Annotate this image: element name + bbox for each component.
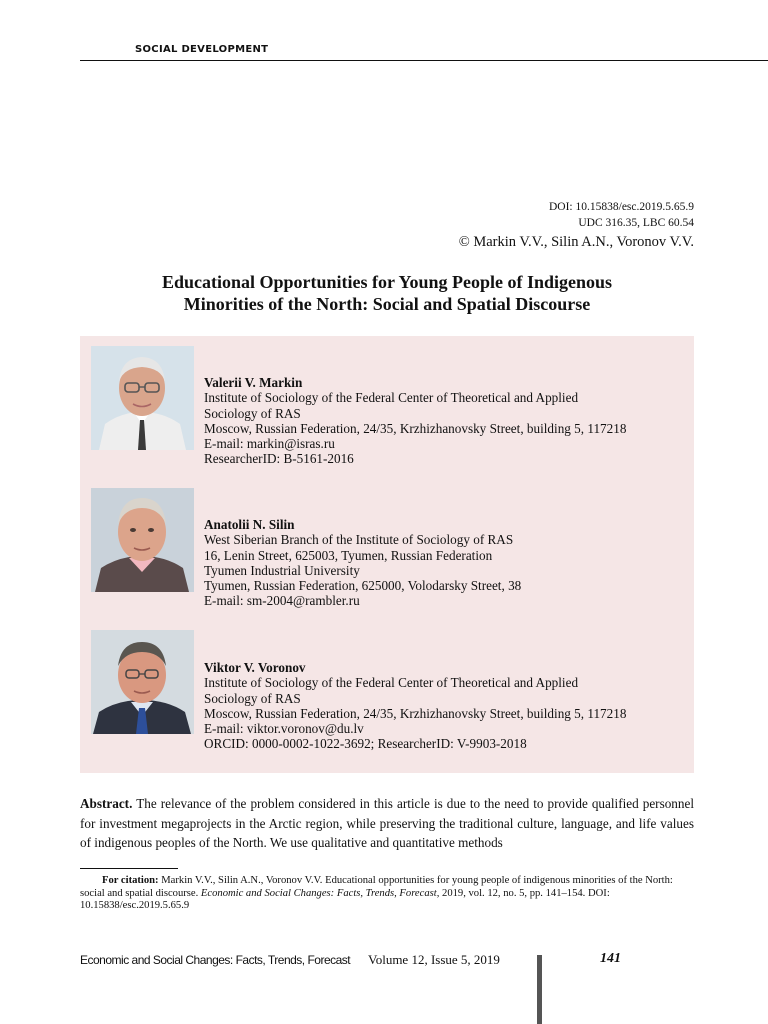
article-title	[80, 271, 694, 315]
author-address: 16, Lenin Street, 625003, Tyumen, Russian Federation	[204, 547, 493, 563]
author-name: Viktor V. Voronov	[204, 660, 306, 675]
author-address: Moscow, Russian Federation, 24/35, Krzhizhanovsky Street, building 5, 117218	[204, 420, 627, 436]
abstract-text: The relevance of the problem considered in this article is due to the need to provide qualified personnel for investment megaprojects in the Arctic region, while preserving the traditional culture, language, and life values of indigenous peoples of the North. We use qualitative and quantitative methods	[80, 796, 695, 850]
author-researcher-id: ResearcherID: B-5161-2016	[204, 451, 354, 467]
abstract	[80, 794, 694, 853]
footer-divider-bar	[537, 955, 542, 1024]
author-affiliation: Tyumen Industrial University	[204, 562, 360, 578]
page-number: 141	[600, 951, 621, 966]
title-line-2: Minorities of the North: Social and Spatial Discourse	[183, 294, 591, 314]
author-photo-voronov	[91, 630, 194, 734]
author-affiliation: Institute of Sociology of the Federal Center of Theoretical and Applied	[204, 390, 579, 406]
author-info-silin	[204, 517, 684, 609]
author-orcid: ORCID: 0000-0002-1022-3692; ResearcherID: V-9903-2018	[204, 736, 527, 752]
author-name: Valerii V. Markin	[204, 375, 303, 390]
author-info-markin	[204, 375, 684, 467]
author-email: E-mail: markin@isras.ru	[204, 436, 335, 452]
copyright: © Markin V.V., Silin A.N., Voronov V.V.	[458, 234, 694, 250]
header-rule	[80, 60, 768, 61]
section-label: SOCIAL DEVELOPMENT	[135, 44, 269, 55]
citation-label: For citation:	[102, 875, 159, 886]
citation-text: Markin V.V., Silin A.N., Voronov V.V. Educational opportunities for young people of indigenous minorities of the North: social and spatial discourse.	[80, 875, 673, 899]
abstract-label: Abstract.	[80, 796, 133, 811]
citation-details: 2019, vol. 12, no. 5, pp. 141–154.	[442, 887, 586, 899]
author-photo-markin	[91, 346, 194, 450]
citation-journal: Economic and Social Changes: Facts, Trends, Forecast,	[200, 887, 440, 899]
footer-volume: Volume 12, Issue 5, 2019	[368, 952, 500, 967]
doi: DOI: 10.15838/esc.2019.5.65.9	[548, 201, 694, 213]
author-name: Anatolii N. Silin	[204, 517, 295, 532]
title-line-1: Educational Opportunities for Young People of Indigenous	[161, 272, 613, 292]
citation	[80, 875, 696, 913]
footer-journal: Economic and Social Changes: Facts, Trends, Forecast	[80, 953, 351, 967]
author-affiliation: West Siberian Branch of the Institute of Sociology of RAS	[204, 532, 514, 548]
author-affiliation: Sociology of RAS	[204, 405, 301, 421]
udc: UDC 316.35, LBC 60.54	[578, 217, 694, 229]
author-email: E-mail: sm-2004@rambler.ru	[204, 593, 360, 609]
author-photo-silin	[91, 488, 194, 592]
author-info-voronov	[204, 660, 684, 752]
author-email: E-mail: viktor.voronov@du.lv	[204, 721, 364, 737]
author-address: Moscow, Russian Federation, 24/35, Krzhizhanovsky Street, building 5, 117218	[204, 705, 627, 721]
footnote-rule	[80, 868, 178, 869]
author-affiliation: Sociology of RAS	[204, 690, 301, 706]
citation-doi: DOI: 10.15838/esc.2019.5.65.9	[80, 887, 610, 912]
author-address: Tyumen, Russian Federation, 625000, Volodarsky Street, 38	[204, 578, 522, 594]
author-affiliation: Institute of Sociology of the Federal Center of Theoretical and Applied	[204, 675, 579, 691]
